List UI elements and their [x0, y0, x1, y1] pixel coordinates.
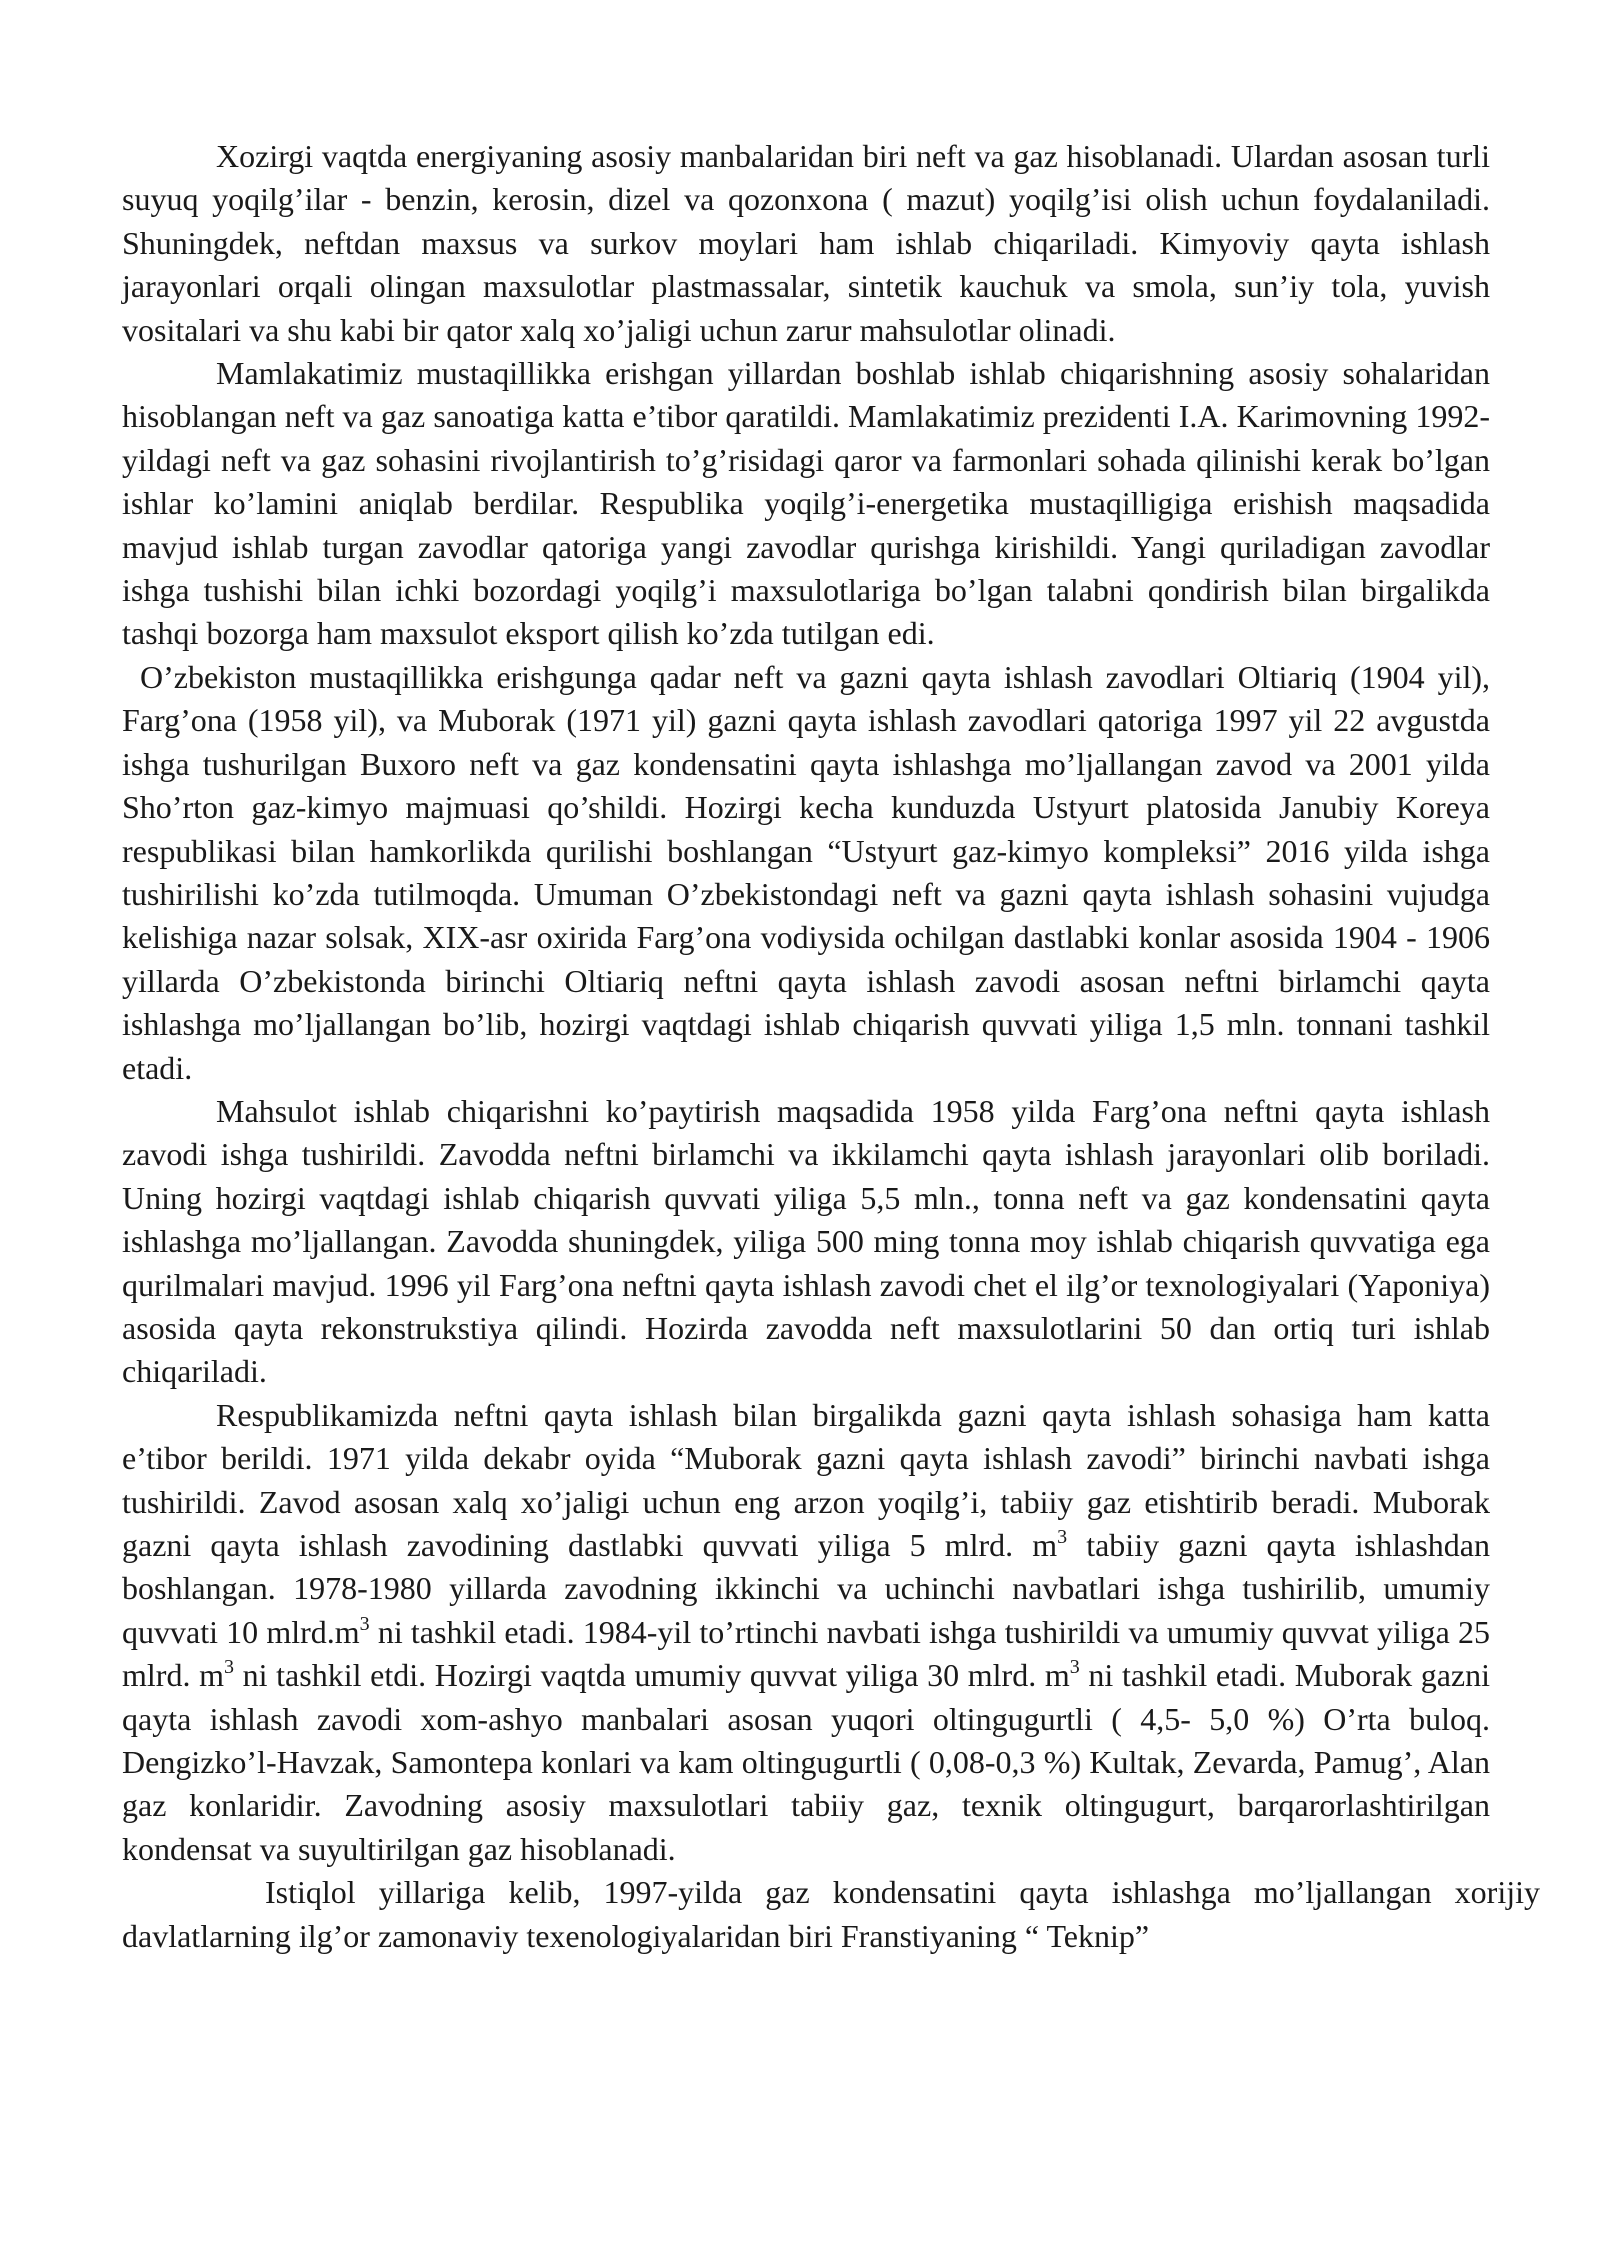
superscript-cubic: 3	[359, 1612, 370, 1635]
superscript-cubic: 3	[1057, 1526, 1068, 1548]
text-segment: tabiiy gazni qayta ishlashdan boshlangan. 1978-1980 yillarda zavodning ikkinchi va uchinchi navbatlari ishga tushirilib, umumiy quvvati 10 mlrd.m	[122, 1527, 1491, 1650]
paragraph-muborak-gas-plant	[122, 1394, 1490, 1871]
text-segment: ni tashkil etadi. Muborak gazni qayta ishlash zavodi xom-ashyo manbalari asosan yuqori oltingugurtli ( 4,5- 5,0 %) O’rta buloq. Dengizko’l-Havzak, Samontepa konlari va kam oltingugurtli ( 0,08-0,3 %) Kultak, Zevarda, Pamug’, Alan gaz konlaridir. Zavodning asosiy maxsulotlari tabiiy gaz, texnik oltingugurt, barqarorlashtirilgan kondensat va suyultirilgan gaz hisoblanadi.	[122, 1657, 1491, 1867]
superscript-cubic: 3	[1069, 1656, 1080, 1679]
superscript-cubic: 3	[223, 1656, 234, 1679]
paragraph-uzbekistan-refineries: O’zbekiston mustaqillikka erishgunga qadar neft va gazni qayta ishlash zavodlari Oltiariq (1904 yil), Farg’ona (1958 yil), va Muborak (1971 yil) gazni qayta ishlash zavodlari qatoriga 1997 yil 22 avgustda ishga tushurilgan Buxoro neft va gaz kondensatini qayta ishlashga mo’ljallangan zavod va 2001 yilda Sho’rton gaz-kimyo majmuasi qo’shildi. Hozirgi kecha kunduzda Ustyurt platosida Janubiy Koreya respublikasi bilan hamkorlikda qurilishi boshlangan “Ustyurt gaz-kimyo kompleksi” 2016 yilda ishga tushirilishi ko’zda tutilmoqda. Umuman O’zbekistondagi neft va gazni qayta ishlash sohasini vujudga kelishiga nazar solsak, XIX-asr oxirida Farg’ona vodiysida ochilgan dastlabki konlar asosida 1904 - 1906 yillarda O’zbekistonda birinchi Oltiariq neftni qayta ishlash zavodi asosan neftni birlamchi qayta ishlashga mo’ljallangan bo’lib, hozirgi vaqtdagi ishlab chiqarish quvvati yiliga 1,5 mln. tonnani tashkil etadi.	[122, 658, 1490, 1086]
text-segment: Respublikamizda neftni qayta ishlash bilan birgalikda gazni qayta ishlash sohasiga ham katta e’tibor berildi. 1971 yilda dekabr oyida “Muborak gazni qayta ishlash zavodi” birinchi navbati ishga tushirildi. Zavod asosan xalq xo’jaligi uchun eng arzon yoqilg’i, tabiiy gaz etishtirib beradi. Muborak gazni qayta ishlash zavodining dastlabki quvvati yiliga 5 mlrd. m	[122, 1396, 1490, 1563]
paragraph-independence-years: Istiqlol yillariga kelib, 1997-yilda gaz kondensatini qayta ishlashga mo’ljallangan xorijiy davlatlarning ilg’or zamonaviy texenologiyalaridan biri Franstiyaning “ Teknip”	[122, 1874, 1540, 1954]
paragraph-independence-oil-gas: Mamlakatimiz mustaqillikka erishgan yillardan boshlab ishlab chiqarishning asosiy sohalaridan hisoblangan neft va gaz sanoatiga katta e’tibor qaratildi. Mamlakatimiz prezidenti I.A. Karimovning 1992-yildagi neft va gaz sohasini rivojlantirish to’g’risidagi qaror va farmonlari sohada qilinishi kerak bo’lgan ishlar ko’lamini aniqlab berdilar. Respublika yoqilg’i-energetika mustaqilligiga erishish maqsadida mavjud ishlab turgan zavodlar qatoriga yangi zavodlar qurishga kirishildi. Yangi quriladigan zavodlar ishga tushishi bilan ichki bozordagi yoqilg’i maxsulotlariga bo’lgan talabni qondirish bilan birgalikda tashqi bozorga ham maxsulot eksport qilish ko’zda tutilgan edi.	[122, 355, 1490, 652]
paragraph-energy-sources: Xozirgi vaqtda energiyaning asosiy manbalaridan biri neft va gaz hisoblanadi. Ulardan asosan turli suyuq yoqilg’ilar - benzin, kerosin, dizel va qozonxona ( mazut) yoqilg’isi olish uchun foydalaniladi. Shuningdek, neftdan maxsus va surkov moylari ham ishlab chiqariladi. Kimyoviy qayta ishlash jarayonlari orqali olingan maxsulotlar plastmassalar, sintetik kauchuk va smola, sun’iy tola, yuvish vositalari va shu kabi bir qator xalq xo’jaligi uchun zarur mahsulotlar olinadi.	[122, 138, 1490, 348]
paragraph-fergana-refinery: Mahsulot ishlab chiqarishni ko’paytirish maqsadida 1958 yilda Farg’ona neftni qayta ishlash zavodi ishga tushirildi. Zavodda neftni birlamchi va ikkilamchi qayta ishlash jarayonlari olib boriladi. Uning hozirgi vaqtdagi ishlab chiqarish quvvati yiliga 5,5 mln., tonna neft va gaz kondensatini qayta ishlashga mo’ljallangan. Zavodda shuningdek, yiliga 500 ming tonna moy ishlab chiqarish quvvatiga ega qurilmalari mavjud. 1996 yil Farg’ona neftni qayta ishlash zavodi chet el ilg’or texnologiyalari (Yaponiya) asosida qayta rekonstrukstiya qilindi. Hozirda zavodda neft maxsulotlarini 50 dan ortiq turi ishlab chiqariladi.	[122, 1092, 1490, 1390]
text-segment: ni tashkil etdi. Hozirgi vaqtda umumiy quvvat yiliga 30 mlrd. m	[233, 1657, 1070, 1694]
document-page	[122, 135, 1540, 1958]
text-segment: ni tashkil etadi. 1984-yil to’rtinchi navbati ishga tushirildi va umumiy quvvat yiliga 25 mlrd. m	[122, 1613, 1491, 1694]
